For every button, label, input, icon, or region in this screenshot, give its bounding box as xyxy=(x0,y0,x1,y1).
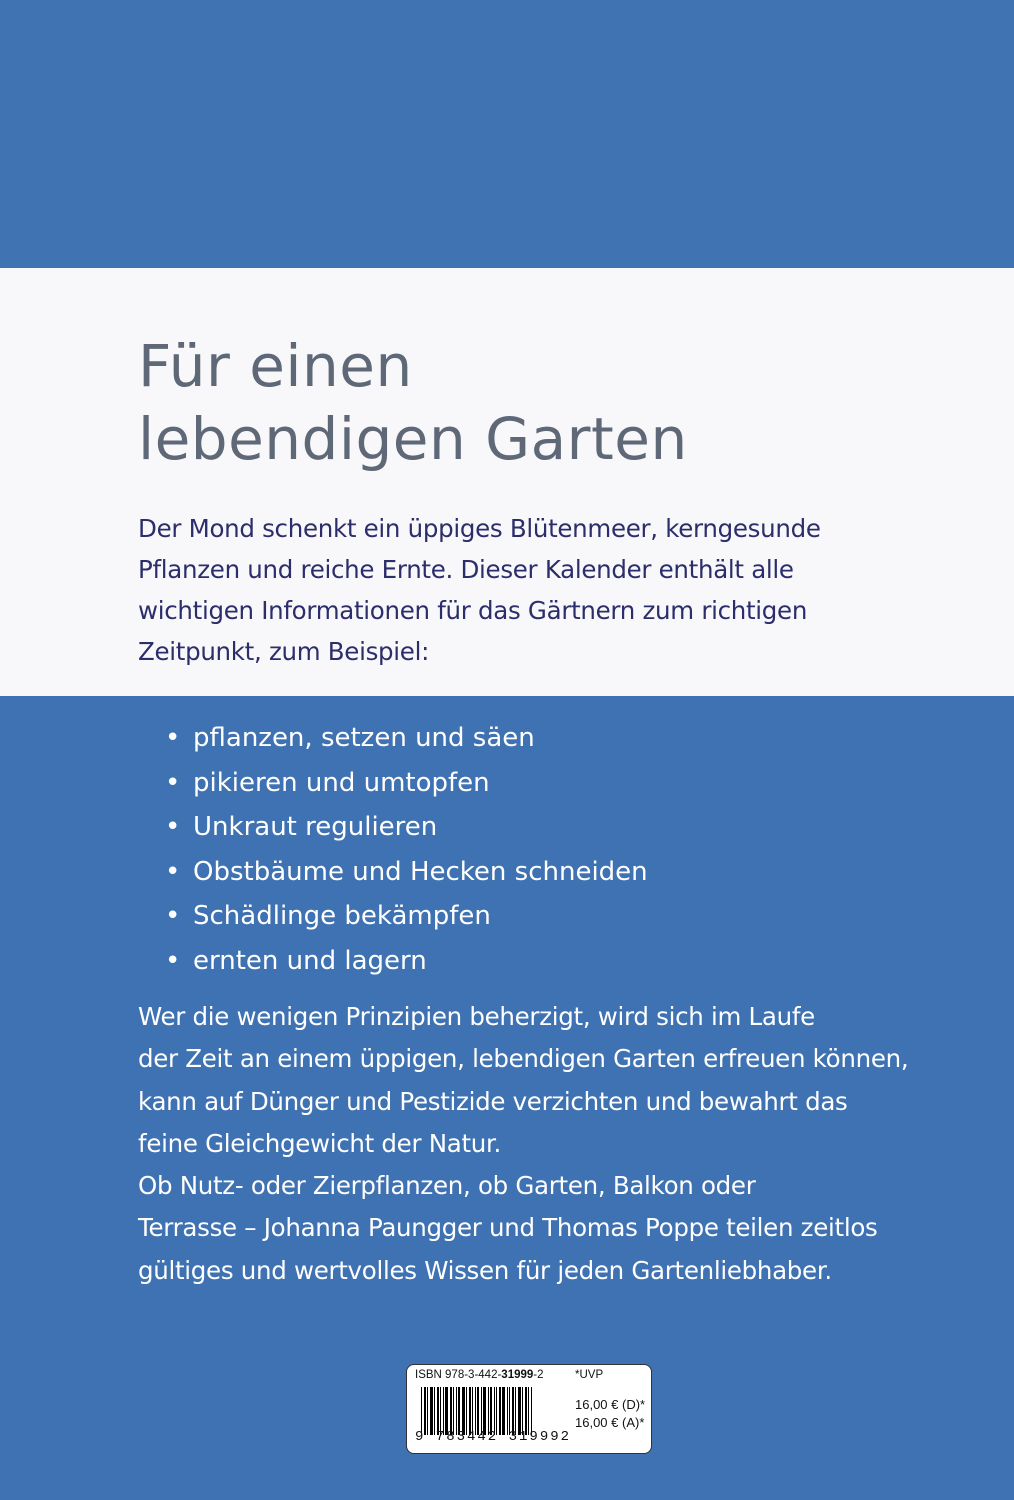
headline-line-2: lebendigen Garten xyxy=(138,405,688,473)
outro-line: Terrasse – Johanna Paungger und Thomas Poppe teilen zeitlos xyxy=(138,1213,878,1243)
headline-line-1: Für einen xyxy=(138,332,413,400)
bullet-icon: • xyxy=(165,812,181,842)
intro-paragraph xyxy=(138,508,898,672)
list-item: • pflanzen, setzen und säen xyxy=(165,716,648,761)
bullet-icon: • xyxy=(165,856,181,887)
list-item: • Obstbäume und Hecken schneiden xyxy=(165,850,648,895)
intro-line: Der Mond schenkt ein üppiges Blütenmeer, kerngesunde xyxy=(138,514,821,543)
outro-line: kann auf Dünger und Pestizide verzichten und bewahrt das xyxy=(138,1086,848,1116)
uvp-note: *UVP xyxy=(575,1369,604,1381)
bullet-icon: • xyxy=(165,767,181,798)
list-item: • Unkraut regulieren xyxy=(165,805,648,850)
intro-line: Zeitpunkt, zum Beispiel: xyxy=(138,637,430,666)
outro-line: Wer die wenigen Prinzipien beherzigt, wird sich im Laufe xyxy=(138,1002,815,1031)
barcode-label xyxy=(406,1364,652,1454)
price-austria: 16,00 € (A)* xyxy=(575,1415,645,1430)
top-blue-band xyxy=(0,0,1014,268)
isbn-text: ISBN 978-3-442-31999-2 xyxy=(415,1369,544,1381)
feature-list xyxy=(165,716,648,983)
outro-line: der Zeit an einem üppigen, lebendigen Garten erfreuen können, xyxy=(138,1044,909,1074)
bullet-icon: • xyxy=(165,901,181,931)
bullet-icon: • xyxy=(165,723,181,753)
bullet-icon: • xyxy=(165,945,181,976)
outro-line: feine Gleichgewicht der Natur. xyxy=(138,1128,501,1158)
outro-line: Ob Nutz- oder Zierpflanzen, ob Garten, Balkon oder xyxy=(138,1171,756,1201)
list-item: • ernten und lagern xyxy=(165,939,648,984)
outro-line: gültiges und wertvolles Wissen für jeden Gartenliebhaber. xyxy=(138,1255,832,1285)
barcode-icon xyxy=(421,1387,566,1435)
outro-paragraph xyxy=(138,996,938,1292)
barcode-digits: 9 783442 319992 xyxy=(415,1429,572,1445)
list-item: • pikieren und umtopfen xyxy=(165,761,648,806)
list-item: • Schädlinge bekämpfen xyxy=(165,894,648,939)
intro-line: Pflanzen und reiche Ernte. Dieser Kalender enthält alle xyxy=(138,555,794,584)
price-germany: 16,00 € (D)* xyxy=(575,1397,646,1412)
headline xyxy=(138,330,688,476)
intro-line: wichtigen Informationen für das Gärtnern zum richtigen xyxy=(138,596,808,625)
